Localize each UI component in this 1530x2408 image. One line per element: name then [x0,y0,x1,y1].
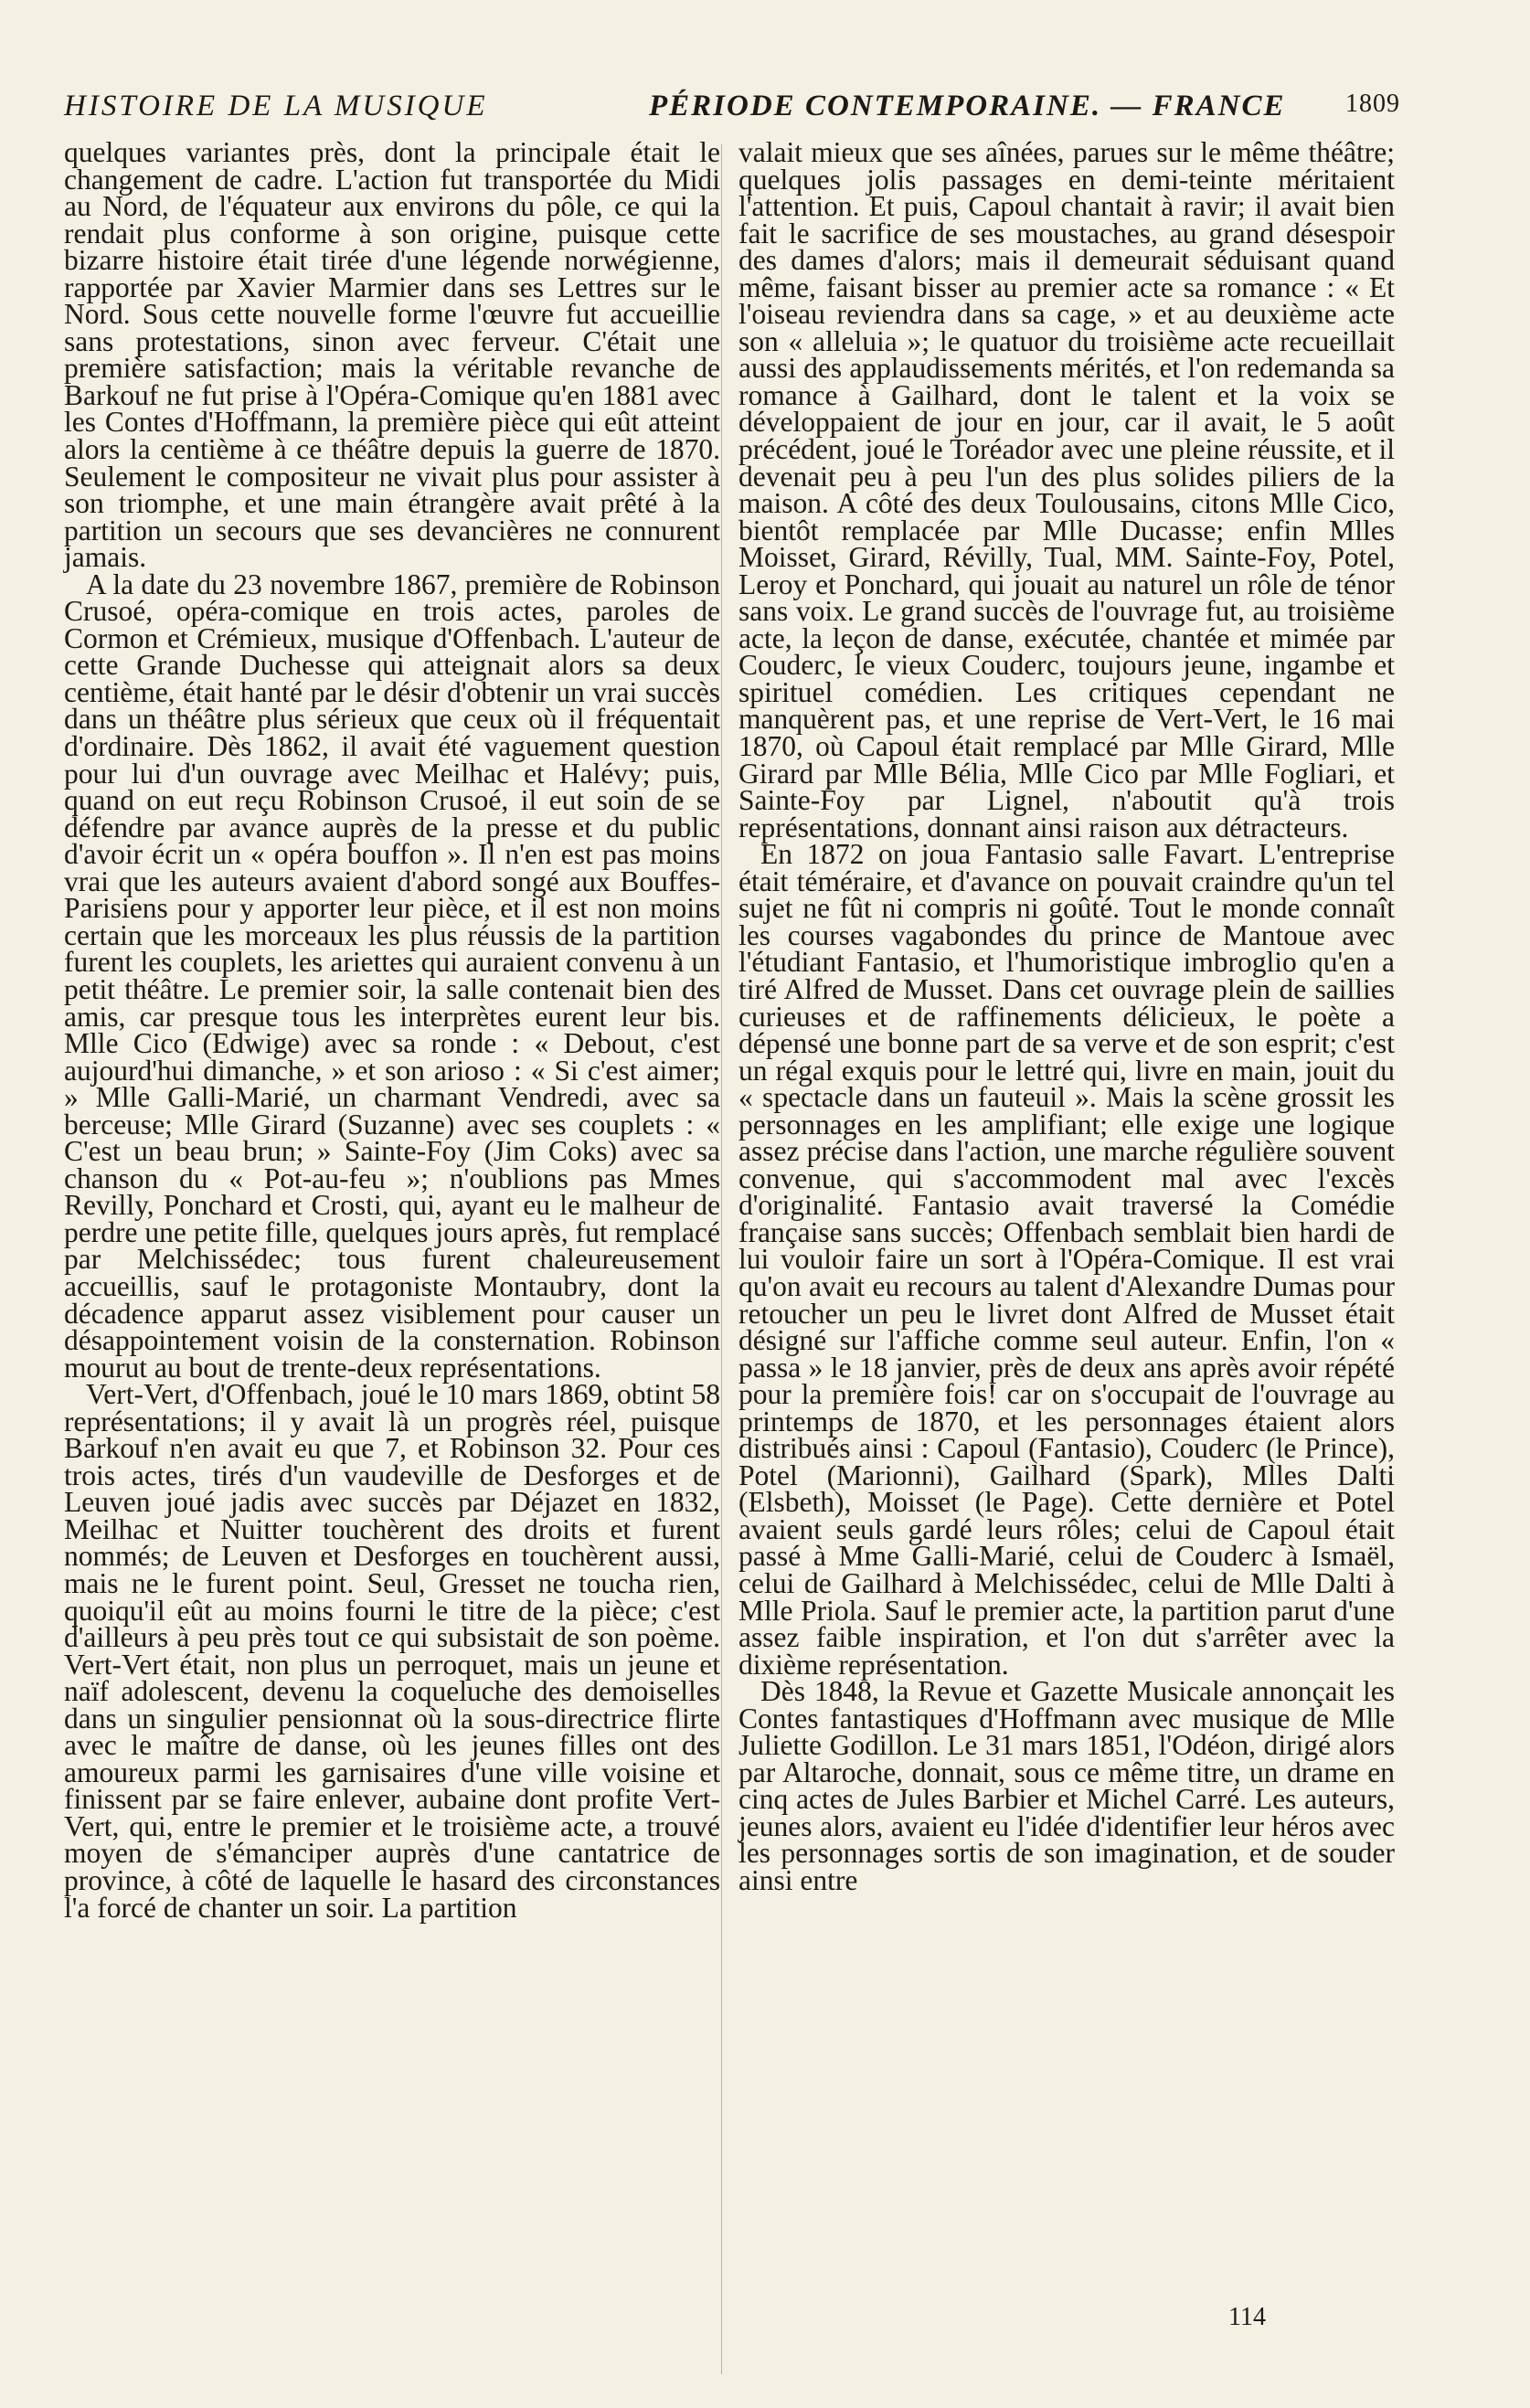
page-folio: 114 [1228,2303,1266,2331]
paragraph: Dès 1848, la Revue et Gazette Musicale annonçait les Contes fantastiques d'Hoffmann avec musique de Mlle Juliette Godillon. Le 31 mars 1851, l'Odéon, dirigé alors par Altaroche, donnait, sous ce même titre, un drame en cinq actes de Jules Barbier et Michel Carré. Les auteurs, jeunes alors, avaient eu l'idée d'identifier leur héros avec les personnages sortis de son imagination, et de souder ainsi entre [738,1675,1395,1896]
left-text-column [64,136,720,1924]
column-divider [721,144,722,2374]
header-book-title: HISTOIRE DE LA MUSIQUE [64,90,488,122]
right-text-column [738,136,1395,1896]
header-page-number: 1809 [1345,90,1400,118]
running-header [64,90,1400,126]
header-section-title: PÉRIODE CONTEMPORAINE. — FRANCE [649,90,1286,122]
paragraph: En 1872 on joua Fantasio salle Favart. L'entreprise était téméraire, et d'avance on pouvait craindre qu'un tel sujet ne fût ni compris ni goûté. Tout le monde connaît les courses vagabondes du prince de Mantoue avec l'étudiant Fantasio, et l'humoristique imbroglio qu'en a tiré Alfred de Musset. Dans cet ouvrage plein de saillies curieuses et de raffinements délicieux, le poète a dépensé une bonne part de sa verve et de son esprit; c'est un régal exquis pour le lettré qui, livre en main, jouit du « spectacle dans un fauteuil ». Mais la scène grossit les personnages en les amplifiant; elle exige une logique assez précise dans l'action, une marche régulière souvent convenue, qui s'accommodent mal avec l'excès d'originalité. Fantasio avait traversé la Comédie française sans succès; Offenbach semblait bien hardi de lui vouloir faire un sort à l'Opéra-Comique. Il est vrai qu'on avait eu recours au talent d'Alexandre Dumas pour retoucher un peu le livret dont Alfred de Musset était désigné sur l'affiche comme seul auteur. Enfin, l'on « passa » le 18 janvier, près de deux ans après avoir répété pour la première fois! car on s'occupait de l'ouvrage au printemps de 1870, et les personnages étaient alors distribués ainsi : Capoul (Fantasio), Couderc (le Prince), Potel (Marionni), Gailhard (Spark), Mlles Dalti (Elsbeth), Moisset (le Page). Cette dernière et Potel avaient seuls gardé leurs rôles; celui de Capoul était passé à Mme Galli-Marié, celui de Couderc à Ismaël, celui de Gailhard à Melchissédec, celui de Mlle Dalti à Mlle Priola. Sauf le premier acte, la partition parut d'une assez faible inspiration, et l'on dut s'arrêter avec la dixième représentation. [738,838,1395,1681]
paragraph: A la date du 23 novembre 1867, première de Robinson Crusoé, opéra-comique en trois actes, paroles de Cormon et Crémieux, musique d'Offenbach. L'auteur de cette Grande Duchesse qui atteignait alors sa deux centième, était hanté par le désir d'obtenir un vrai succès dans un théâtre plus sérieux que ceux où il fréquentait d'ordinaire. Dès 1862, il avait été vaguement question pour lui d'un ouvrage avec Meilhac et Halévy; puis, quand on eut reçu Robinson Crusoé, il eut soin de se défendre par avance auprès de la presse et du public d'avoir écrit un « opéra bouffon ». Il n'en est pas moins vrai que les auteurs avaient d'abord songé aux Bouffes-Parisiens pour y apporter leur pièce, et il est non moins certain que les morceaux les plus réussis de la partition furent les couplets, les ariettes qui auraient convenu à un petit théâtre. Le premier soir, la salle contenait bien des amis, car presque tous les interprètes eurent leur bis. Mlle Cico (Edwige) avec sa ronde : « Debout, c'est aujourd'hui dimanche, » et son arioso : « Si c'est aimer; » Mlle Galli-Marié, un charmant Vendredi, avec sa berceuse; Mlle Girard (Suzanne) avec ses couplets : « C'est un beau brun; » Sainte-Foy (Jim Coks) avec sa chanson du « Pot-au-feu »; n'oublions pas Mmes Revilly, Ponchard et Crosti, qui, ayant eu le malheur de perdre une petite fille, quelques jours après, fut remplacé par Melchissédec; tous furent chaleureusement accueillis, sauf le protagoniste Montaubry, dont la décadence apparut assez visiblement pour causer un désappointement voisin de la consternation. Robinson mourut au bout de trente-deux représentations. [64,568,720,1384]
paragraph: Vert-Vert, d'Offenbach, joué le 10 mars 1869, obtint 58 représentations; il y avait là un progrès réel, puisque Barkouf n'en avait eu que 7, et Robinson 32. Pour ces trois actes, tirés d'un vaudeville de Desforges et de Leuven joué jadis avec succès par Déjazet en 1832, Meilhac et Nuitter touchèrent des droits et furent nommés; de Leuven et Desforges en touchèrent aussi, mais ne le furent point. Seul, Gresset ne toucha rien, quoiqu'il eût au moins fourni le titre de la pièce; c'est d'ailleurs à peu près tout ce qui subsistait de son poème. Vert-Vert était, non plus un perroquet, mais un jeune et naïf adolescent, devenu la coqueluche des demoiselles dans un singulier pensionnat où la sous-directrice flirte avec le maître de danse, où les jeunes filles ont des amoureux parmi les garnisaires d'une ville voisine et finissent par se faire enlever, aubaine dont profite Vert-Vert, qui, entre le premier et le troisième acte, a trouvé moyen de s'émanciper auprès d'une cantatrice de province, à côté de laquelle le hasard des circonstances l'a forcé de chanter un soir. La partition [64,1378,720,1924]
paragraph: quelques variantes près, dont la principale était le changement de cadre. L'action fut transportée du Midi au Nord, de l'équateur aux environs du pôle, ce qui la rendait plus conforme à son origine, puisque cette bizarre histoire était tirée d'une légende norwégienne, rapportée par Xavier Marmier dans ses Lettres sur le Nord. Sous cette nouvelle forme l'œuvre fut accueillie sans protestations, sinon avec ferveur. C'était une première satisfaction; mais la véritable revanche de Barkouf ne fut prise à l'Opéra-Comique qu'en 1881 avec les Contes d'Hoffmann, la première pièce qui eût atteint alors la centième à ce théâtre depuis la guerre de 1870. Seulement le compositeur ne vivait plus pour assister à son triomphe, et une main étrangère avait prêté à la partition un secours que ses devancières ne connurent jamais. [64,136,720,574]
paragraph: valait mieux que ses aînées, parues sur le même théâtre; quelques jolis passages en demi-teinte méritaient l'attention. Et puis, Capoul chantait à ravir; il avait bien fait le sacrifice de ses moustaches, au grand désespoir des dames d'alors; mais il demeurait séduisant quand même, faisant bisser au premier acte sa romance : « Et l'oiseau reviendra dans sa cage, » et au deuxième acte son « alleluia »; le quatuor du troisième acte recueillait aussi des applaudissements mérités, et l'on redemanda sa romance à Gailhard, dont le talent et la voix se développaient de jour en jour, car il avait, le 5 août précédent, joué le Toréador avec une pleine réussite, et il devenait peu à peu l'un des plus solides piliers de la maison. A côté des deux Toulousains, citons Mlle Cico, bientôt remplacée par Mlle Ducasse; enfin Mlles Moisset, Girard, Révilly, Tual, MM. Sainte-Foy, Potel, Leroy et Ponchard, qui jouait au naturel un rôle de ténor sans voix. Le grand succès de l'ouvrage fut, au troisième acte, la leçon de danse, exécutée, chantée et mimée par Couderc, le vieux Couderc, toujours jeune, ingambe et spirituel comédien. Les critiques cependant ne manquèrent pas, et une reprise de Vert-Vert, le 16 mai 1870, où Capoul était remplacé par Mlle Girard, Mlle Girard par Mlle Bélia, Mlle Cico par Mlle Fogliari, et Sainte-Foy par Lignel, n'aboutit qu'à trois représentations, donnant ainsi raison aux détracteurs. [738,136,1395,843]
